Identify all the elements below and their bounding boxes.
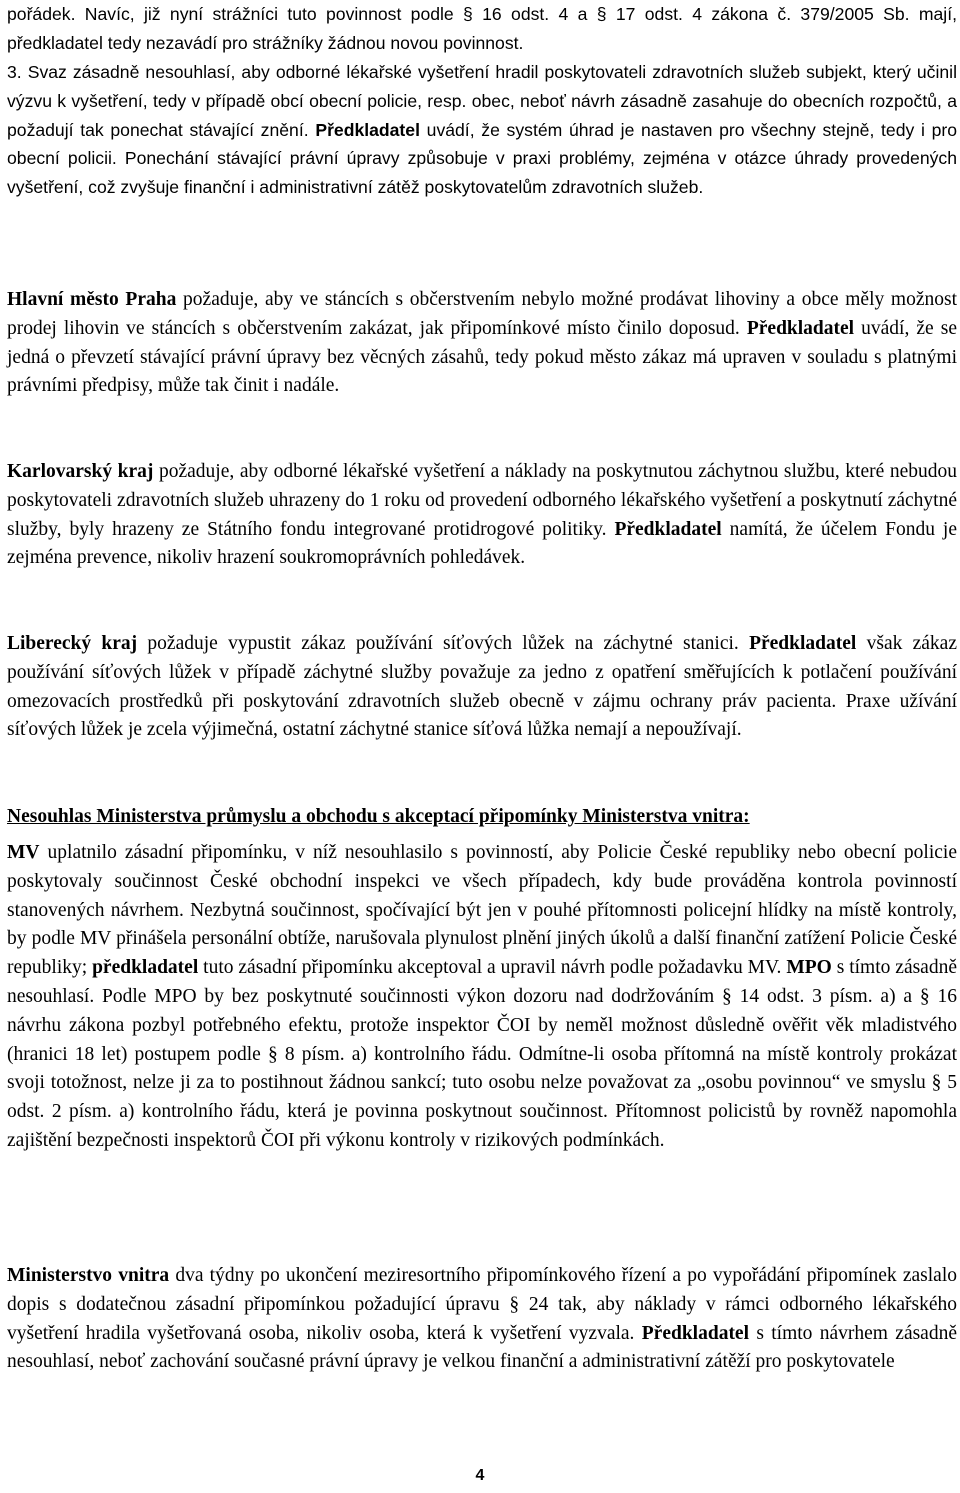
- bold-term: Předkladatel: [641, 1322, 750, 1344]
- paragraph-text: dva týdny po ukončení meziresortního připomínkového řízení a po vypořádání připomínek zaslalo dopis s dodatečnou zásadní připomínkou požadující úpravu § 24 tak, aby náklady v rámci odborného lékařského vyšetření hradila vyšetřovaná osoba, nikoliv osoba, která k vyšetření vyzvala.: [7, 1265, 957, 1344]
- paragraph-text: tuto zásadní připomínku akceptoval a upravil návrh podle požadavku MV.: [198, 957, 787, 979]
- paragraph-text: uplatnilo zásadní připomínku, v níž nesouhlasilo s povinností, aby Policie České republiky nebo obecní policie poskytovaly součinnost České obchodní inspekci ve všech případech, kdy bude prováděna kontrola povinností stanovených návrhem. Nezbytná součinnost, spočívající být jen v pouhé přítomnosti policejní hlídky na místě kontroly, by podle MV přinášela personální obtíže, narušovala plynulost plnění jiných úkolů a další finanční zatížení Policie České republiky;: [7, 842, 957, 979]
- bold-term: Předkladatel: [746, 317, 855, 339]
- paragraph-text: však zákaz používání síťových lůžek v případě záchytné služby považuje za jedno z opatření směřujících k potlačení používání omezovacích prostředků při poskytování zdravotních služeb obecně v zájmu ochrany práv pacienta. Praxe užívání síťových lůžek je zcela výjimečná, ostatní záchytné stanice síťová lůžka nemají a nepoužívají.: [7, 633, 957, 741]
- paragraph-ministerstvo-vnitra: [7, 1262, 957, 1377]
- paragraph-karlovarsky: [7, 458, 957, 573]
- bold-term: předkladatel: [92, 957, 199, 979]
- paragraph-text: namítá, že účelem Fondu je zejména prevence, nikoliv hrazení soukromoprávních pohledávek.: [7, 518, 957, 569]
- bold-term: Předkladatel: [614, 518, 722, 540]
- bold-term: Liberecký kraj: [7, 633, 138, 654]
- paragraph-mv-mpo: [7, 839, 957, 1156]
- paragraph-text: s tímto zásadně nesouhlasí. Podle MPO by bez poskytnuté součinnosti výkon dozoru nad dodržováním § 14 odst. 3 písm. a) a § 16 návrhu zákona pozbyl potřebného efektu, protože inspektor ČOI by neměl možnost důsledně ověřit věk mladistvého (hranici 18 let) postupem podle § 8 písm. a) kontrolního řádu. Odmítne-li osoba přítomná na místě kontroly prokázat svoji totožnost, nelze ji za to postihnout žádnou sankcí; tuto osobu nelze považovat za „osobu povinnou“ ve smyslu § 5 odst. 2 písm. a) kontrolního řádu, která je povinna poskytnout součinnost. Přítomnost policistů by rovněž napomohla zajištění bezpečnosti inspektorů ČOI při výkonu kontroly v rizikových podmínkách.: [7, 957, 957, 1151]
- bold-term: Předkladatel: [749, 633, 857, 654]
- paragraph-text: požaduje, aby ve stáncích s občerstvením nebylo možné prodávat lihoviny a obce měly možnost prodej lihovin ve stáncích s občerstvením zakázat, jak připomínkové místo činilo doposud.: [7, 289, 958, 339]
- section-heading: Nesouhlas Ministerstva průmyslu a obchodu s akceptací připomínky Ministerstva vnitra:: [7, 806, 750, 827]
- paragraph-text: pořádek. Navíc, již nyní strážníci tuto povinnost podle § 16 odst. 4 a § 17 odst. 4 zákona č. 379/2005 Sb. mají, předkladatel tedy nezavádí pro strážníky žádnou novou povinnost.: [7, 4, 957, 53]
- paragraph-text: požaduje vypustit zákaz používání síťových lůžek na záchytné stanici.: [137, 633, 750, 654]
- paragraph-text: uvádí, že se jedná o převzetí stávající právní úpravy bez věcných zásahů, tedy pokud město zákaz má upraven v souladu s platnými právními předpisy, může tak činit i nadále.: [7, 317, 957, 397]
- bold-term: Předkladatel: [315, 119, 420, 140]
- paragraph-praha: [7, 286, 957, 401]
- bold-term: Karlovarský kraj: [7, 461, 154, 482]
- paragraph-liberecky: [7, 630, 957, 745]
- paragraph-text: 3. Svaz zásadně nesouhlasí, aby odborné lékařské vyšetření hradil poskytovateli zdravotních služeb subjekt, který učinil výzvu k vyšetření, tedy v případě obcí obecní policie, resp. obec, neboť návrh zásadně zasahuje do obecních rozpočtů, a požadují tak ponechat stávající znění.: [7, 62, 957, 140]
- paragraph-text: s tímto návrhem zásadně nesouhlasí, neboť zachování současné právní úpravy je velkou finanční a administrativní zátěží pro poskytovatele: [7, 1322, 957, 1373]
- bold-term: MV: [7, 842, 40, 863]
- bold-term: Ministerstvo vnitra: [7, 1265, 170, 1286]
- paragraph-strazníci: [7, 0, 957, 58]
- paragraph-text: uvádí, že systém úhrad je nastaven pro všechny stejně, tedy i pro obecní policii. Ponechání stávající právní úpravy způsobuje v praxi problémy, zejména v otázce úhrady provedených vyšetření, což zvyšuje finanční i administrativní zátěž poskytovatelům zdravotních služeb.: [7, 119, 958, 198]
- page-number: 4: [475, 1467, 485, 1484]
- bold-term: MPO: [786, 957, 832, 979]
- bold-term: Hlavní město Praha: [7, 289, 177, 310]
- paragraph-svaz: [7, 58, 957, 202]
- paragraph-text: požaduje, aby odborné lékařské vyšetření a náklady na poskytnutou záchytnou službu, které nebudou poskytovateli zdravotních služeb uhrazeny do 1 roku od provedení odborného lékařského vyšetření a poskytnutí záchytné služby, byly hrazeny ze Státního fondu integrované protidrogové politiky.: [7, 461, 957, 540]
